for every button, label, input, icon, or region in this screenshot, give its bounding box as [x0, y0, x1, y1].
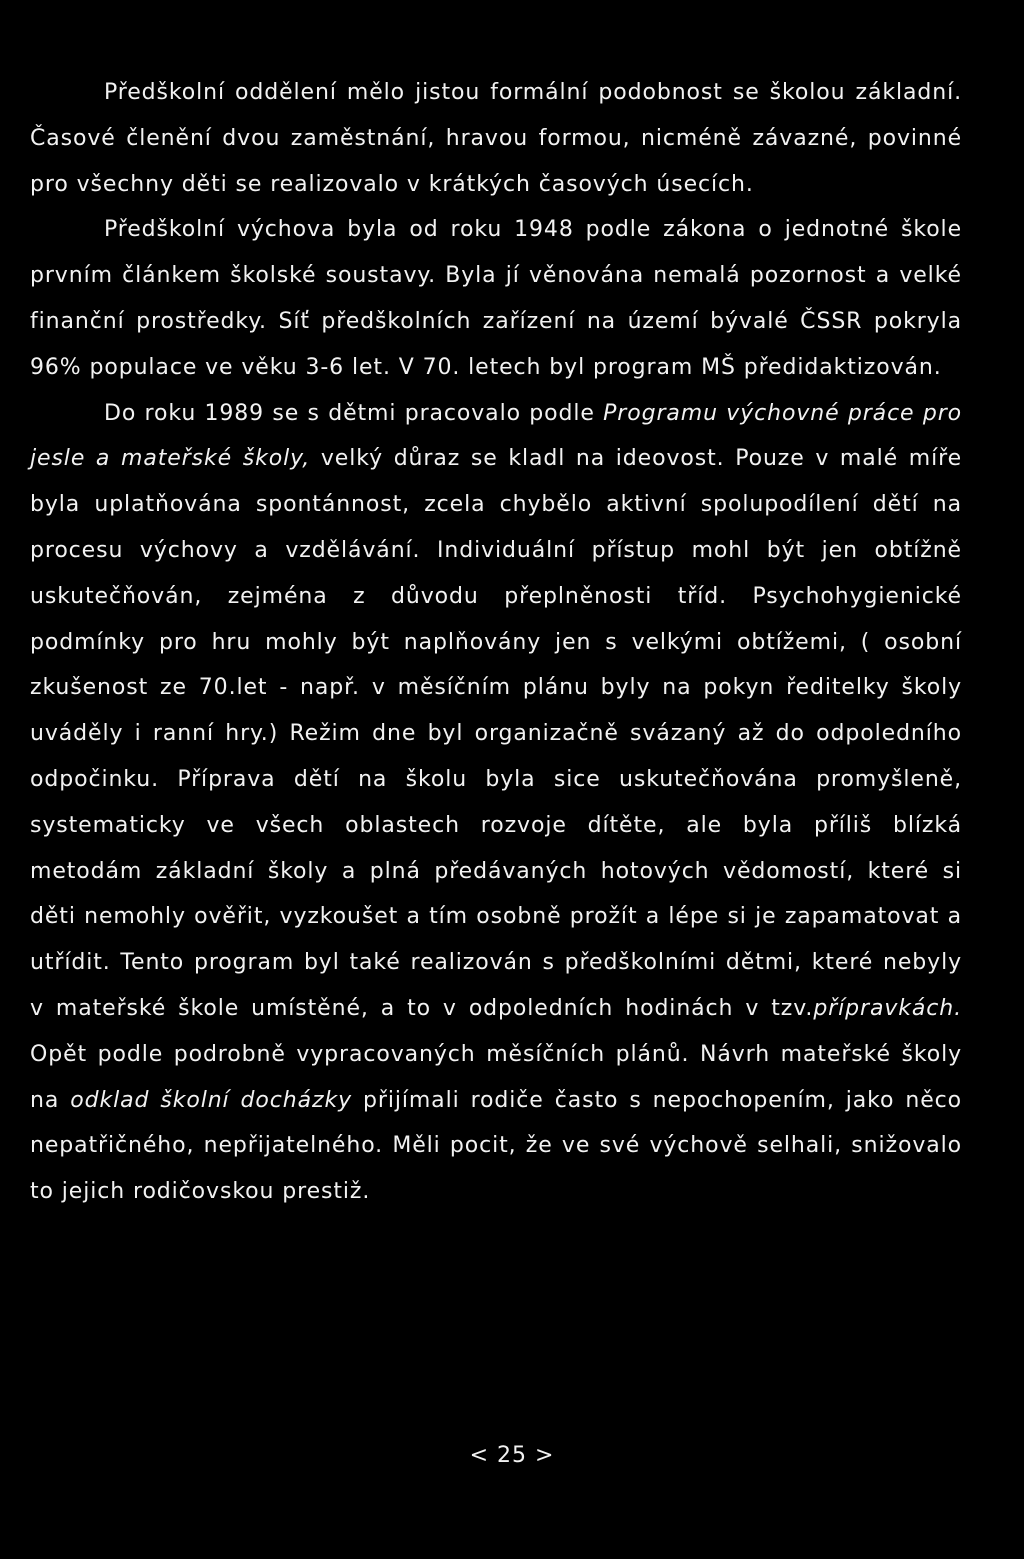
page-body [30, 70, 962, 1215]
paragraph-2-text: Předškolní výchova byla od roku 1948 podle zákona o jednotné škole prvním článkem školské soustavy. Byla jí věnována nemalá pozornost a velké finanční prostředky. Síť předškolních zařízení na území bývalé ČSSR pokryla 96% populace ve věku 3-6 let. V 70. letech byl program MŠ předidaktizován. [30, 217, 962, 380]
odklad-italic: odklad školní docházky [70, 1087, 353, 1113]
paragraph-3 [30, 391, 962, 1215]
program-title-italic: Programu výchovné práce pro jesle a mateřské školy, [30, 400, 962, 472]
paragraph-3-text: velký důraz se kladl na ideovost. Pouze v malé míře byla uplatňována spontánnost, zcela chybělo aktivní spolupodílení dětí na procesu výchovy a vzdělávání. Individuální přístup mohl být jen obtížně uskutečňován, zejména z důvodu přeplněnosti tříd. Psychohygienické podmínky pro hru mohly být naplňovány jen s velkými obtížemi, ( osobní zkušenost ze 70.let - např. v měsíčním plánu byly na pokyn ředitelky školy uváděly i ranní hry.) Režim dne byl organizačně svázaný až do odpoledního odpočinku. Příprava dětí na školu byla sice uskutečňována promyšleně, systematicky ve všech oblastech rozvoje dítěte, ale byla příliš blízká metodám základní školy a plná předávaných hotových vědomostí, které si děti nemohly ověřit, vyzkoušet a tím osobně prožít a lépe si je zapamatovat a utřídit. Tento program byl také realizován s předškolními dětmi, které nebyly v mateřské škole umístěné, a to v odpoledních hodinách v tzv. [30, 446, 963, 1021]
paragraph-1 [30, 70, 962, 207]
paragraph-1-text: Předškolní oddělení mělo jistou formální podobnost se školou základní. Časové členění dvou zaměstnání, hravou formou, nicméně závazné, povinné pro všechny děti se realizovalo v krátkých časových úsecích. [30, 80, 962, 197]
pripravky-italic: přípravkách. [813, 995, 962, 1021]
paragraph-3-text: Opět podle podrobně vypracovaných měsíčních plánů. Návrh mateřské školy na [30, 1041, 962, 1113]
paragraph-2 [30, 207, 962, 390]
paragraph-3-text: Do roku 1989 se s dětmi pracovalo podle [104, 400, 604, 426]
page-number: < 25 > [469, 1443, 555, 1468]
paragraph-3-text: přijímali rodiče často s nepochopením, jako něco nepatřičného, nepřijatelného. Měli pocit, že ve své výchově selhali, snižovalo to jejich rodičovskou prestiž. [30, 1087, 962, 1205]
